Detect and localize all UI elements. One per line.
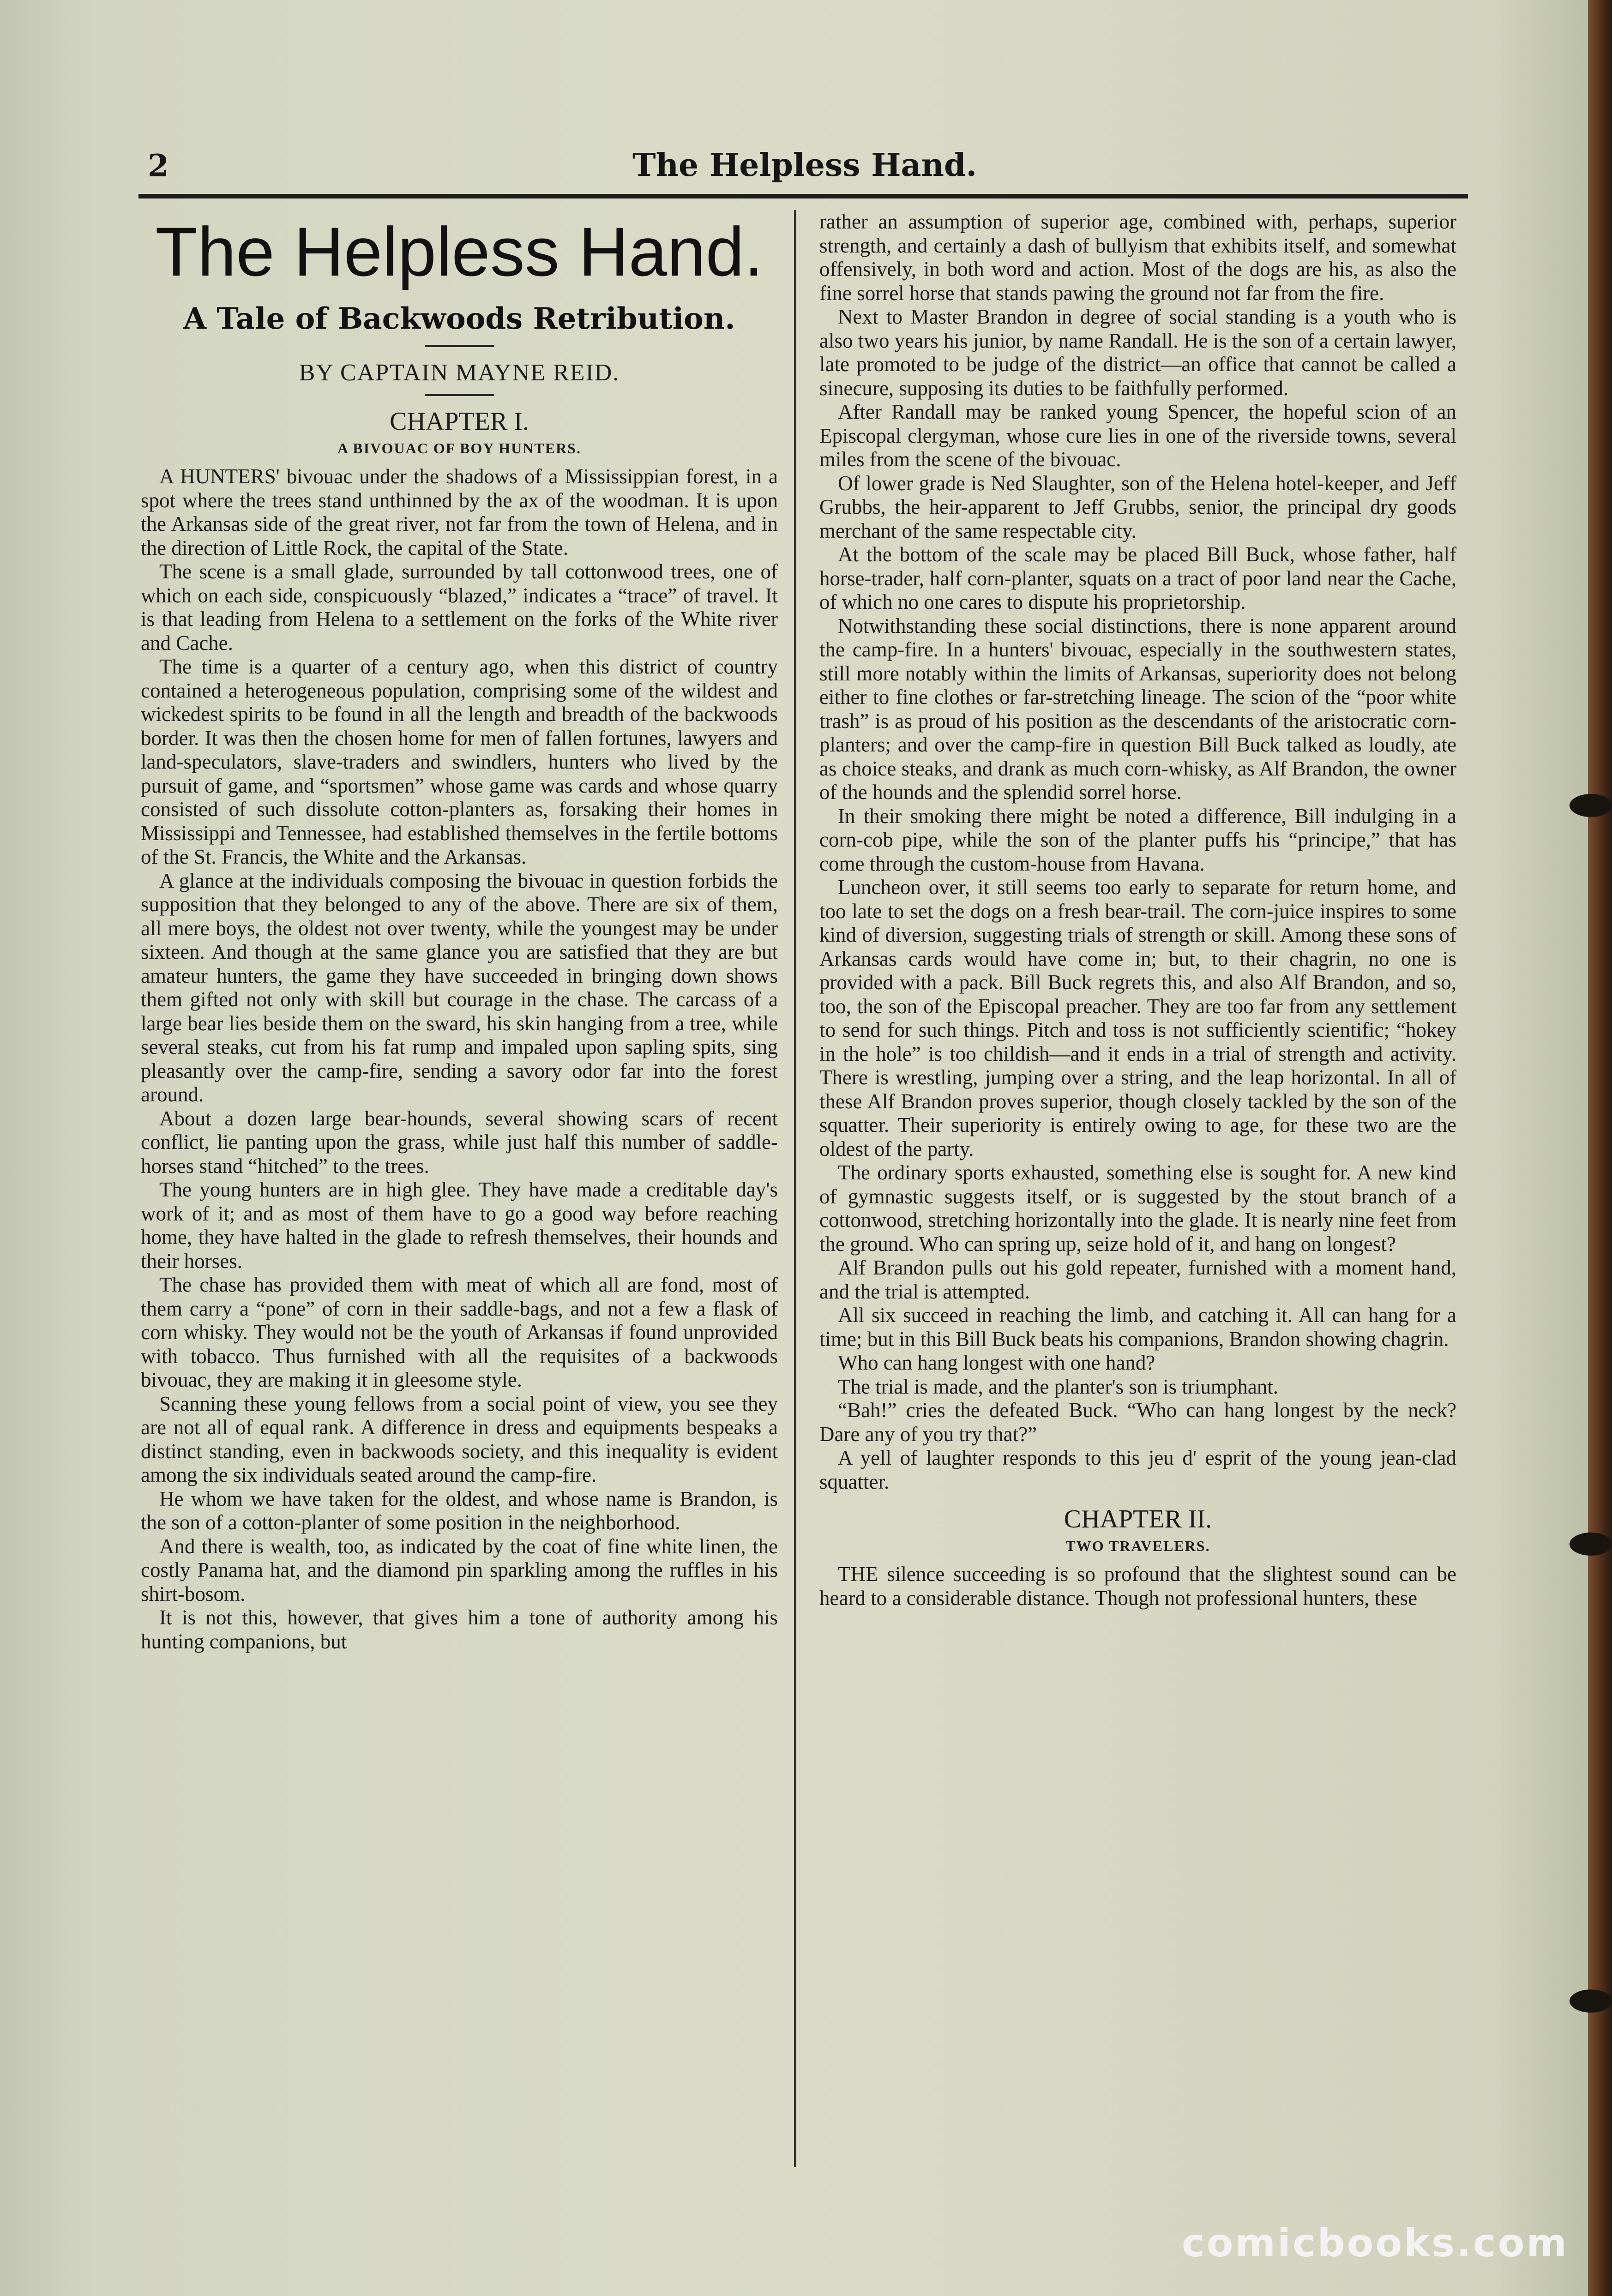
chapter-subheading: TWO TRAVELERS. bbox=[1065, 1537, 1210, 1554]
running-title: The Helpless Hand. bbox=[632, 147, 977, 184]
chapter-subheading: A BIVOUAC OF BOY HUNTERS. bbox=[337, 439, 581, 457]
page-number: 2 bbox=[148, 148, 169, 184]
paragraph: “Bah!” cries the defeated Buck. “Who can hang longest by the neck? Dare any of you try that?” bbox=[819, 1399, 1456, 1446]
paragraph: He whom we have taken for the oldest, and whose name is Brandon, is the son of a cotton-planter of some position in the neighborhood. bbox=[141, 1487, 778, 1534]
paragraph: Scanning these young fellows from a social point of view, you see they are not all of equal rank. A difference in dress and equipments bespeaks a distinct standing, even in backwoods society, and this inequality is evident among the six individuals seated around the camp-fire. bbox=[141, 1392, 778, 1486]
paragraph: rather an assumption of superior age, combined with, perhaps, superior strength, and certainly a dash of bullyism that exhibits itself, and somewhat offensively, in both word and action. Most of the dogs are his, as also the fine sorrel horse that stands pawing the ground not far from the fire. bbox=[819, 210, 1456, 305]
paragraph: A glance at the individuals composing the bivouac in question forbids the supposition that they belonged to any of the above. There are six of them, all mere boys, the oldest not over twenty, while the youngest may be under sixteen. And though at the same glance you are satisfied that they are but amateur hunters, the game they have succeeded in bringing down shows them gifted not only with skill but courage in the chase. The carcass of a large bear lies beside them on the sward, his skin hanging from a tree, while several steaks, cut from his fat rump and impaled upon sapling spits, sing pleasantly over the camp-fire, sending a savory odor far into the forest around. bbox=[141, 869, 778, 1106]
column-rule bbox=[794, 210, 796, 2167]
paragraph: And there is wealth, too, as indicated by the coat of fine white linen, the costly Panama hat, and the diamond pin sparkling among the ruffles in his shirt-bosom. bbox=[141, 1534, 778, 1605]
story-title: The Helpless Hand. bbox=[155, 213, 764, 290]
watermark: comicbooks.com bbox=[1182, 2220, 1569, 2266]
paragraph: The trial is made, and the planter's son is triumphant. bbox=[838, 1375, 1279, 1398]
binding-spine bbox=[1588, 0, 1612, 2296]
paragraph: Who can hang longest with one hand? bbox=[838, 1351, 1155, 1374]
paragraph: The young hunters are in high glee. They have made a creditable day's work of it; and as most of them have to go a good way before reaching home, they have halted in the glade to refresh themselves, their hounds and their horses. bbox=[141, 1178, 778, 1273]
byline: BY CAPTAIN MAYNE REID. bbox=[299, 359, 620, 386]
paragraph: About a dozen large bear-hounds, several showing scars of recent conflict, lie panting upon the grass, while just half this number of saddle-horses stand “hitched” to the trees. bbox=[141, 1106, 778, 1178]
binding-staple bbox=[1570, 1533, 1612, 1556]
paragraph: Of lower grade is Ned Slaughter, son of the Helena hotel-keeper, and Jeff Grubbs, the heir-apparent to Jeff Grubbs, senior, the principal dry goods merchant of the same respectable city. bbox=[819, 471, 1456, 542]
paragraph: At the bottom of the scale may be placed Bill Buck, whose father, half horse-trader, half corn-planter, squats on a tract of poor land near the Cache, of which no one cares to dispute his proprietorship. bbox=[819, 543, 1456, 613]
paragraph: Notwithstanding these social distinctions, there is none apparent around the camp-fire. In a hunters' bivouac, especially in the southwestern states, still more notably within the limits of Arkansas, superiority does not belong either to fine clothes or far-stretching lineage. The scion of the “poor white trash” is as proud of his position as the descendants of the aristocratic corn-planters; and over the camp-fire in question Bill Buck talked as loudly, ate as choice steaks, and drank as much corn-whisky, as Alf Brandon, the owner of the hounds and the splendid sorrel horse. bbox=[819, 614, 1456, 804]
paragraph: Luncheon over, it still seems too early to separate for return home, and too late to set the dogs on a fresh bear-trail. The corn-juice inspires to some kind of diversion, suggesting trials of strength or skill. Among these sons of Arkansas cards would have come in; but, to their chagrin, no one is provided with a pack. Bill Buck regrets this, and also Alf Brandon, and so, too, the son of the Episcopal preacher. They are too far from any settlement to send for such things. Pitch and toss is not sufficiently scientific; “hokey in the hole” is too childish—and it ends in a trial of strength and activity. There is wrestling, jumping over a string, and the leap horizontal. In all of these Alf Brandon proves superior, though closely tackled by the son of the squatter. Their superiority is entirely owing to age, for these two are the oldest of the party. bbox=[819, 876, 1456, 1160]
header-rule bbox=[138, 194, 1468, 198]
left-column bbox=[141, 210, 778, 2172]
binding-staple bbox=[1570, 794, 1612, 817]
paragraph: The ordinary sports exhausted, something else is sought for. A new kind of gymnastic suggests itself, or is suggested by the stout branch of a cottonwood, stretching horizontally into the glade. It is nearly nine feet from the ground. Who can spring up, seize hold of it, and hang on longest? bbox=[819, 1161, 1456, 1256]
page-header bbox=[143, 138, 1468, 194]
paragraph: In their smoking there might be noted a difference, Bill indulging in a corn-cob pipe, while the son of the planter puffs his “principe,” that has come through the custom-house from Havana. bbox=[819, 804, 1456, 875]
byline-divider bbox=[425, 394, 494, 396]
chapter-heading: CHAPTER I. bbox=[390, 407, 529, 436]
binding-staple bbox=[1570, 1989, 1612, 2013]
paragraph: THE silence succeeding is so profound that the slightest sound can be heard to a considerable distance. Though not professional hunters, these bbox=[819, 1563, 1456, 1610]
paragraph: The time is a quarter of a century ago, when this district of country contained a heterogeneous population, comprising some of the wildest and wickedest spirits to be found in all the length and breadth of the backwoods border. It was then the chosen home for men of fallen fortunes, lawyers and land-speculators, slave-traders and swindlers, hunters who lived by the pursuit of game, and “sportsmen” whose game was cards and whose quarry consisted of such dissolute cotton-planters as, forsaking their homes in Mississippi and Tennessee, had established themselves in the fertile bottoms of the St. Francis, the White and the Arkansas. bbox=[141, 655, 778, 868]
paragraph: Next to Master Brandon in degree of social standing is a youth who is also two years his junior, by name Randall. He is the son of a certain lawyer, late promoted to be judge of the district—an office that cannot be called a sinecure, supposing its duties to be faithfully performed. bbox=[819, 305, 1456, 400]
paragraph: A HUNTERS' bivouac under the shadows of a Mississippian forest, in a spot where the trees stand unthinned by the ax of the woodman. It is upon the Arkansas side of the great river, not far from the town of Helena, and in the direction of Little Rock, the capital of the State. bbox=[141, 465, 778, 559]
story-subtitle: A Tale of Backwoods Retribution. bbox=[183, 301, 735, 336]
paragraph: The chase has provided them with meat of which all are fond, most of them carry a “pone” of corn in their saddle-bags, and not a few a flask of corn whisky. They would not be the youth of Arkansas if found unprovided with tobacco. Thus furnished with all the requisites of a backwoods bivouac, they are making it in gleesome style. bbox=[141, 1273, 778, 1391]
title-divider bbox=[425, 345, 494, 347]
paragraph: All six succeed in reaching the limb, and catching it. All can hang for a time; but in this Bill Buck beats his companions, Brandon showing chagrin. bbox=[819, 1304, 1456, 1351]
paragraph: Alf Brandon pulls out his gold repeater, furnished with a moment hand, and the trial is attempted. bbox=[819, 1256, 1456, 1303]
paragraph: The scene is a small glade, surrounded by tall cottonwood trees, one of which on each side, conspicuously “blazed,” indicates a “trace” of travel. It is that leading from Helena to a settlement on the forks of the White river and Cache. bbox=[141, 560, 778, 655]
paragraph: After Randall may be ranked young Spencer, the hopeful scion of an Episcopal clergyman, whose cure lies in one of the riverside towns, several miles from the scene of the bivouac. bbox=[819, 400, 1456, 471]
paragraph: A yell of laughter responds to this jeu d' esprit of the young jean-clad squatter. bbox=[819, 1446, 1456, 1493]
chapter-heading: CHAPTER II. bbox=[1064, 1505, 1212, 1533]
paragraph: It is not this, however, that gives him a tone of authority among his hunting companions, but bbox=[141, 1606, 778, 1653]
right-column bbox=[819, 210, 1456, 2172]
